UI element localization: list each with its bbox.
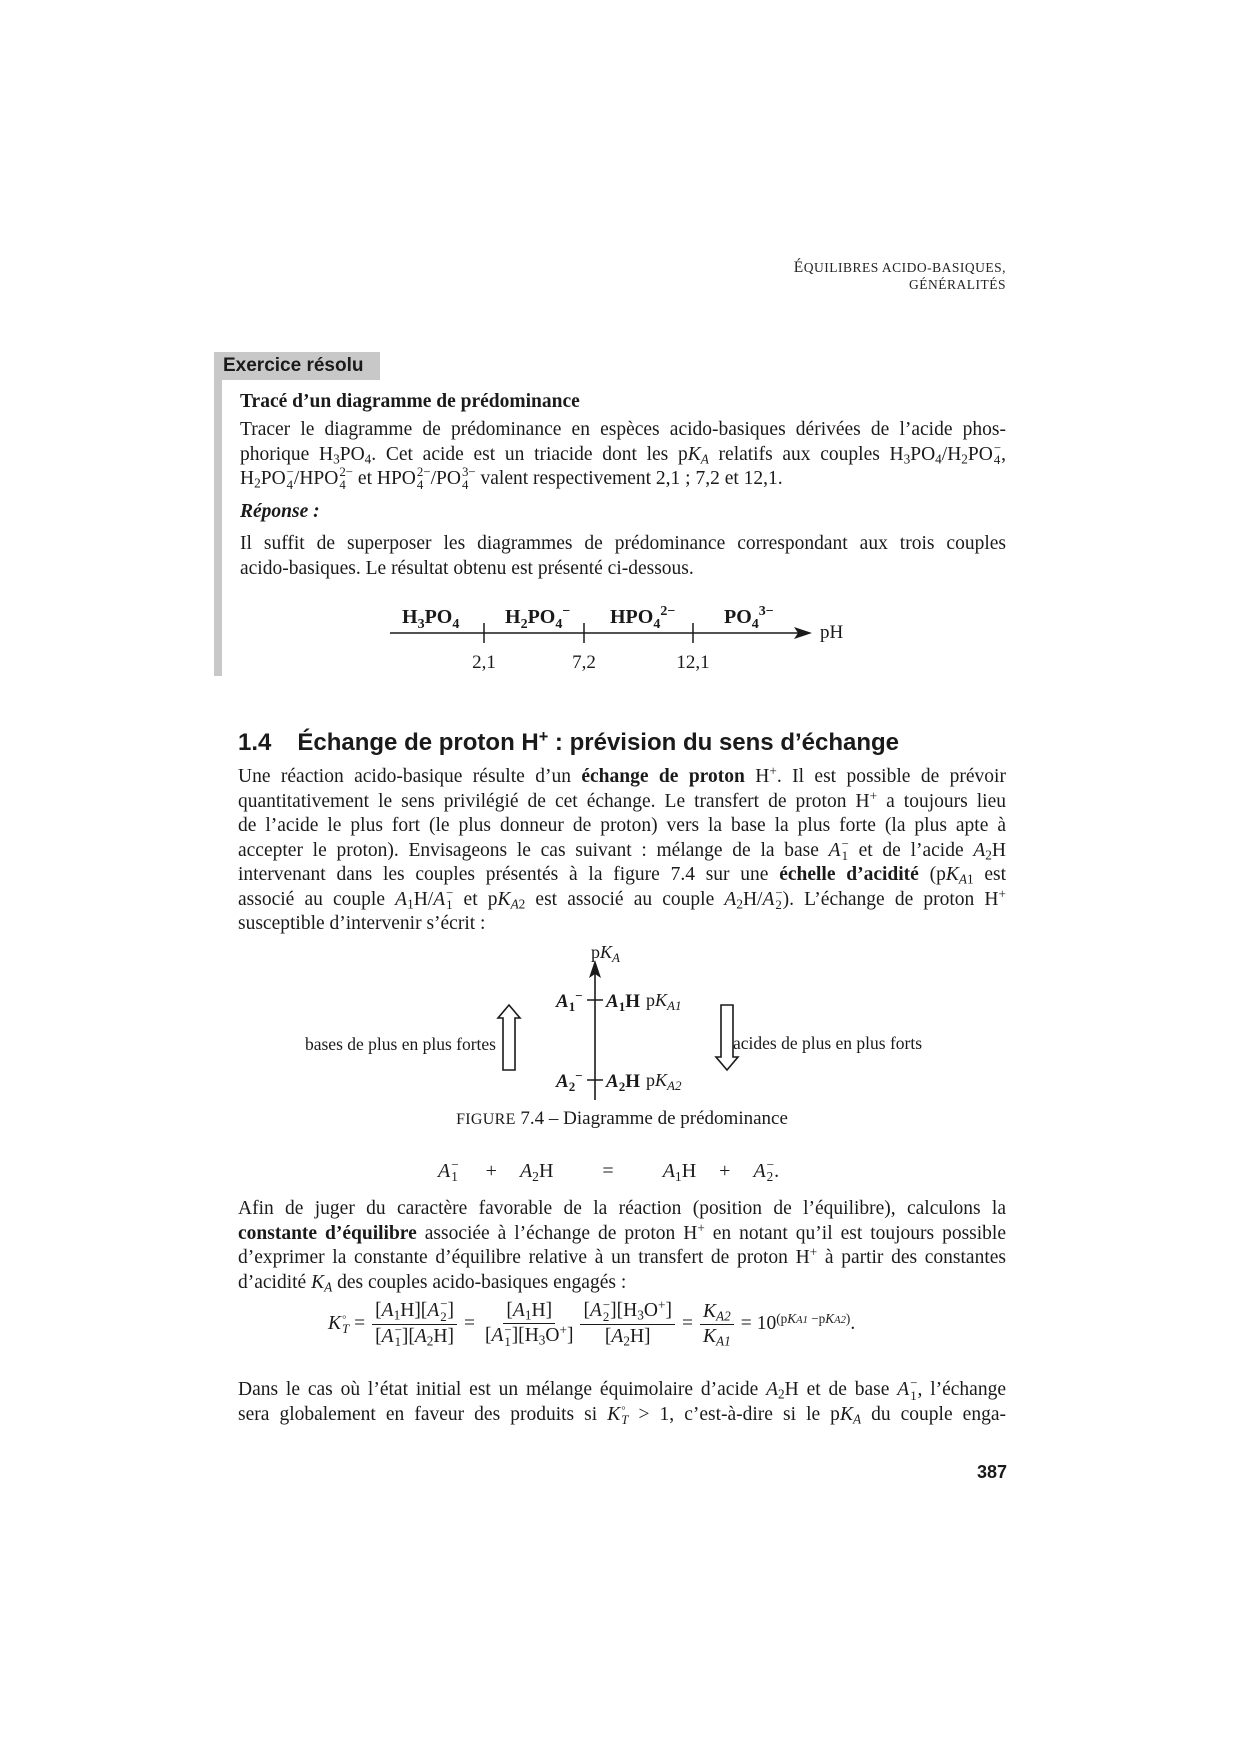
answer-text <box>240 532 1006 581</box>
ph-axis-label: pH <box>820 622 844 643</box>
base-a1: $A_1^-$ <box>556 988 583 1014</box>
fraction-2a: $[A_1H]$ [A − 1 ]$[H_3O^+]$ <box>485 1300 574 1349</box>
acid-a1h: $A_1H$ <box>606 991 640 1014</box>
pka2-label: $pK_{A2}$ <box>646 1070 682 1093</box>
label-acids-stronger: acides de plus en plus forts <box>733 1033 923 1053</box>
acid-a2h: $A_2H$ <box>606 1071 640 1094</box>
ph-diagram <box>380 596 860 676</box>
answer-label: Réponse : <box>240 501 320 522</box>
tick-label-1: 2,1 <box>472 652 496 673</box>
species-h2po4: $H_2PO_4^-$ <box>505 604 571 632</box>
section-heading: 1.4 Échange de proton H+ : prévision du sens d’échange <box>238 727 900 756</box>
figure-acidity-scale <box>238 940 1006 1100</box>
paragraph-conclusion: Dans le cas où l’état initial est un mélange équimolaire d’acide $A_2H$ et de base A − 1 , l’échange sera globalement en faveur des produits si K ◦ T > 1, c’est-à-dire si le $pK_A$ du couple enga- <box>238 1376 1006 1428</box>
answer-line-2: acido-basiques. Le résultat obtenu est présenté ci-dessous. <box>240 557 694 579</box>
paragraph-exchange: Une réaction acido-basique résulte d’un échange de proton H+. Il est possible de prévoir quantitativement le sens privilégié de cet échange. Le transfert de proton H+ a toujours lieu de l’acide le plus fort (le plus donneur de proton) vers la base la plus forte (la plus apte à accepter le proton). Envisageons le cas suivant : mélange de la base A − 1 et de l’acide $A_2H$ intervenant dans les couples présentés à la figure 7.4 sur une échelle d’acidité ($pK_{A1}$ est associé au couple $A_1H/A$ − 1 et $pK_{A2}$ est associé au couple $A_2H/A$ − 2 ). L’échange de proton H+ susceptible d’intervenir s’écrit : <box>238 763 1007 934</box>
tick-label-3: 12,1 <box>676 652 710 673</box>
fraction-3: $\frac{K_{A2}}{K_{A1}}$ <box>700 1301 734 1348</box>
section-number: 1.4 <box>238 729 272 756</box>
answer-line-1: Il suffit de superposer les diagrammes de prédominance correspondant aux trois couples <box>240 533 1006 554</box>
exercise-title: Tracé d’un diagramme de prédominance <box>240 391 580 412</box>
tick-label-2: 7,2 <box>572 652 596 673</box>
header-rest: QUILIBRES ACIDO-BASIQUES, GÉNÉRALITÉS <box>803 260 1006 292</box>
fraction-2b: [A − 2 ]$[H_3O^+]$ $[A_2H]$ <box>580 1300 674 1348</box>
equilibrium-constant-formula: K ◦ T = $[A_1H][A$ − 2 ] [A − 1 ]$[A_2H]$ = $[A_1H]$ [A − 1 ]$[H_3O^+]$ [A − 2 ]$[H_3O^+]$ $[A_2H]$ = $\frac{K_{A2}}{K_{A1}}$ = $10^{(pKA1 -pKA2)}$. <box>328 1297 856 1350</box>
statement-line-2: phorique $H_3PO_4$. Cet acide est un triacide dont les $pK_A$ relatifs aux couples $H_3PO_4/H_2PO$ − 4 , <box>240 440 1006 468</box>
header-initial: É <box>793 259 804 276</box>
species-h3po4: $H_3PO_4$ <box>402 606 460 632</box>
species-po4: $PO_4^{3-}$ <box>724 604 774 632</box>
running-header <box>700 259 1006 293</box>
species-hpo4: $HPO_4^{2-}$ <box>610 604 676 632</box>
section-title: Échange de proton H <box>297 729 539 756</box>
arrow-up-bases-icon <box>498 1005 520 1070</box>
figure-caption: FIGURE 7.4 – Diagramme de prédominance <box>456 1108 788 1129</box>
fraction-1: $[A_1H][A$ − 2 ] [A − 1 ]$[A_2H]$ <box>372 1300 457 1349</box>
page-number: 387 <box>976 1462 1007 1482</box>
exercise-sidebar <box>214 380 222 676</box>
pka1-label: $pK_{A1}$ <box>646 990 682 1013</box>
label-bases-stronger: bases de plus en plus fortes <box>304 1034 496 1054</box>
statement-line-1: Tracer le diagramme de prédominance en espèces acido-basiques dérivées de l’acide phos- <box>240 419 1006 440</box>
exercise-label: Exercice résolu <box>214 352 380 380</box>
base-a2: $A_2^-$ <box>556 1068 583 1094</box>
reaction-equation: A − 1 + $A_2H = A_1H + A$ − 2 . <box>438 1156 780 1185</box>
exercise-statement <box>240 418 1006 492</box>
pka-axis-label: $pK_A$ <box>591 942 620 965</box>
paragraph-equilibrium: Afin de juger du caractère favorable de la réaction (position de l’équilibre), calculons la constante d’équilibre associée à l’échange de proton H+ en notant qu’il est toujours possible d’exprimer la constante d’équilibre relative à un transfert de proton H+ à partir des constantes d’acidité $K_A$ des couples acido-basiques engagés : <box>238 1198 1006 1295</box>
statement-line-3: $H_2PO$ − 4 /HPO 2− 4 et HPO 2− 4 /PO 3− 4 valent respectivement 2,1 ; 7,2 et 12,1. <box>240 465 783 492</box>
